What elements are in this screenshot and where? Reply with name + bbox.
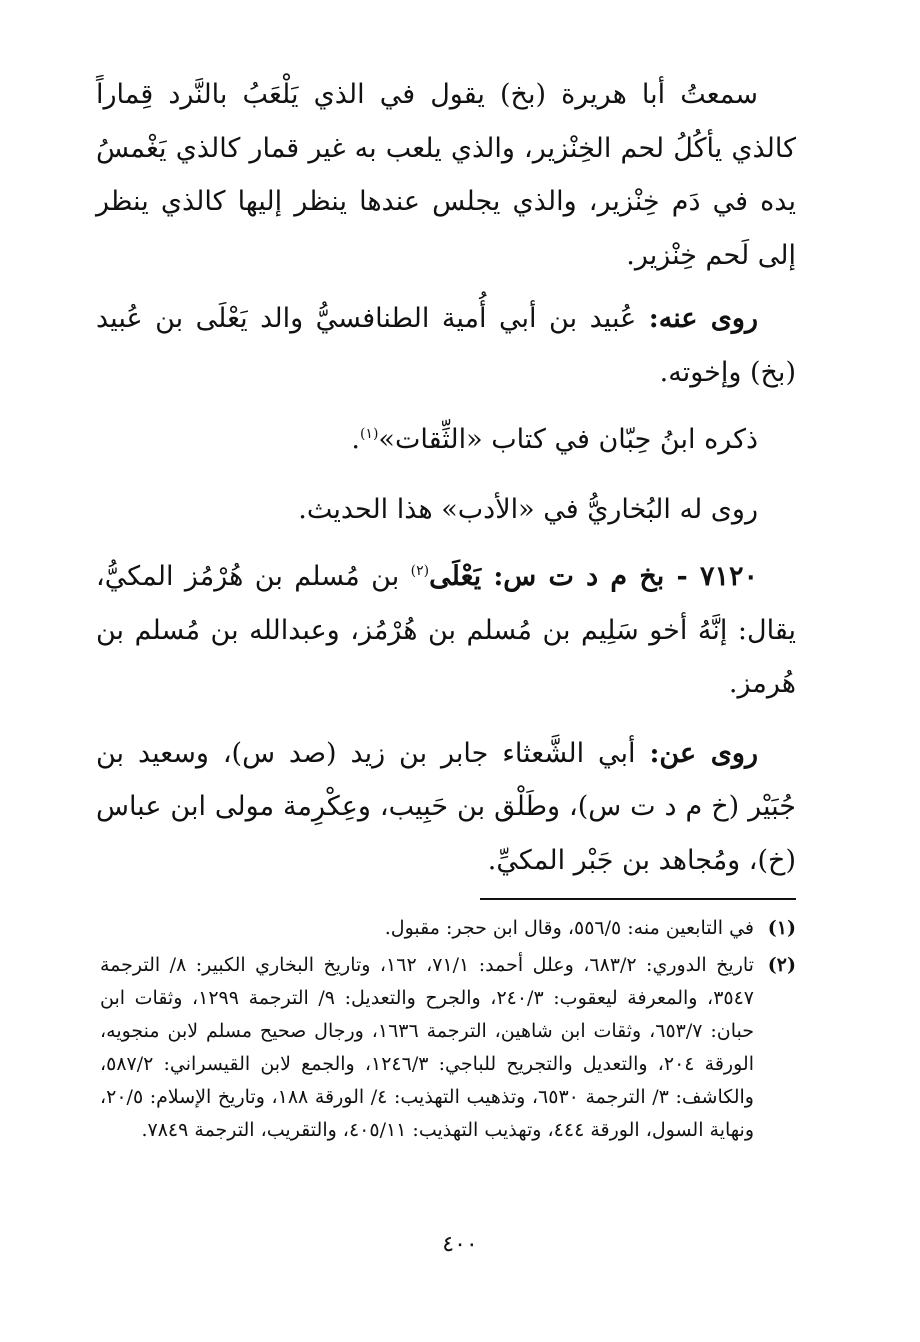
main-text [96,68,796,887]
page-number: ٤٠٠ [442,1232,478,1257]
ibn-hibban-paragraph [96,413,796,467]
narrated-by-text: عُبيد بن أبي أُمية الطنافسيُّ والد يَعْلَى بن عُبيد (بخ) وإخوته. [96,303,796,388]
footnote-ref-2[interactable]: (٢) [410,563,430,579]
footnote-text: تاريخ الدوري: ٦٨٣/٢، وعلل أحمد: ٧١/١، ١٦٢، وتاريخ البخاري الكبير: ٨/ الترجمة ٣٥٤٧، والمعرفة ليعقوب: ٢٤٠/٣، والجرح والتعديل: ٩/ الترجمة ١٢٩٩، وثقات ابن حبان: ٦٥٣/٧، وثقات ابن شاهين، الترجمة ١٦٣٦، ورجال صحيح مسلم لابن منجويه، الورقة ٢٠٤، والتعديل والتجريح للباجي: ١٢٤٦/٣، والجمع لابن القيسراني: ٥٨٧/٢، والكاشف: ٣/ الترجمة ٦٥٣٠، وتذهيب التهذيب: ٤/ الورقة ١٨٨، وتاريخ الإسلام: ٢٠/٥، ونهاية السول، الورقة ٤٤٤، وتهذيب التهذيب: ٤٠٥/١١، والتقريب، الترجمة ٧٨٤٩. [100,954,755,1141]
narrated-from-paragraph [96,727,796,888]
ibn-hibban-end: . [351,424,360,455]
footnote-number: (٢) [767,954,796,976]
footnote-2 [100,949,796,1147]
footnote-divider [480,898,796,900]
footnotes [100,912,796,1147]
narrated-from-text: أبي الشَّعثاء جابر بن زيد (صد س)، وسعيد بن جُبَيْر (خ م د ت س)، وطَلْق بن حَبِيب، وعِكْرِمة مولى ابن عباس (خ)، ومُجاهد بن جَبْر المكيِّ. [96,737,796,876]
bukhari-paragraph: روى له البُخاريُّ في «الأدب» هذا الحديث. [298,493,758,525]
footnote-text: في التابعين منه: ٥٥٦/٥، وقال ابن حجر: مقبول. [384,917,754,939]
footnote-ref-1[interactable]: (١) [359,426,379,442]
ibn-hibban-text: ذكره ابنُ حِبّان في كتاب «الثِّقات» [378,424,758,455]
narration-paragraph: سمعتُ أبا هريرة (بخ) يقول في الذي يَلْعَبُ بالنَّرد قِماراً كالذي يأكُلُ لحم الخِنْزير، والذي يلعب به غير قمار كالذي يَغْمسُ يده في دَم خِنْزير، والذي يجلس عندها ينظر إليها كالذي ينظر إلى لَحم خِنْزير. [96,79,796,271]
footnote-1 [100,912,796,945]
narrated-by-paragraph [96,292,796,399]
entry-heading: ٧١٢٠ - بخ م د ت س: يَعْلَى [429,561,758,592]
narrated-from-label: روى عن: [649,737,758,769]
narrated-by-label: روى عنه: [648,303,758,334]
footnote-number: (١) [767,917,796,939]
entry-text: بن مُسلم بن هُرْمُز المكيُّ، يقال: إنَّهُ أخو سَلِيم بن مُسلم بن هُرْمُز، وعبدالله بن مُسلم بن هُرمز. [96,561,796,699]
entry-7120 [96,550,796,711]
